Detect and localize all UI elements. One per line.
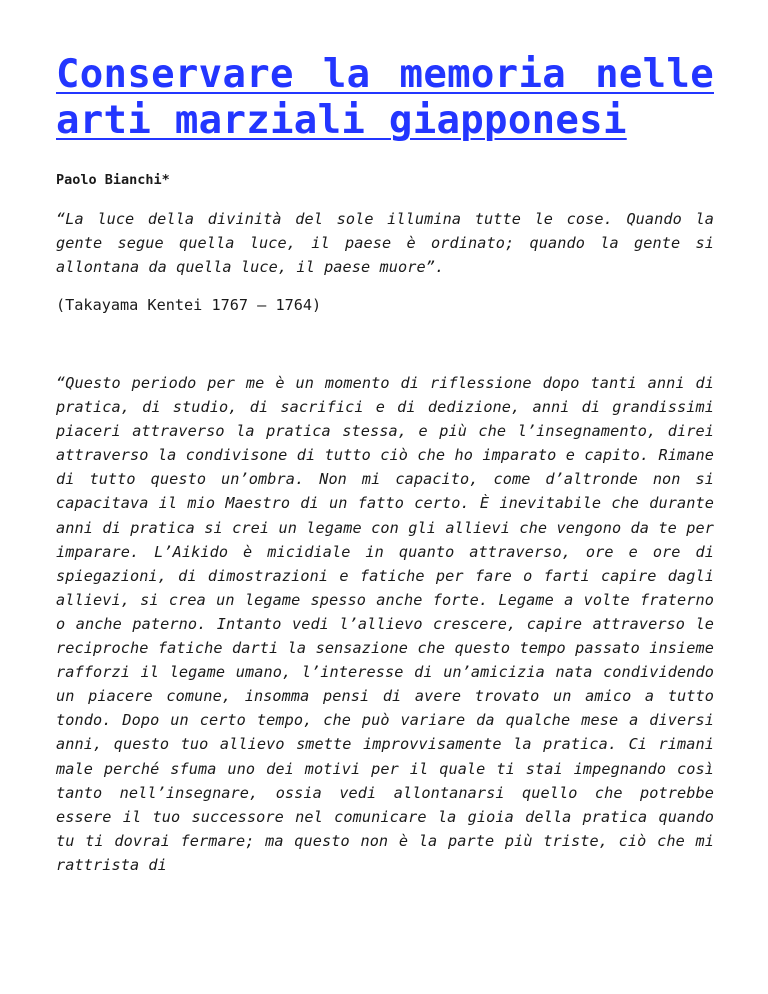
article-body-paragraph: “Questo periodo per me è un momento di riflessione dopo tanti anni di pratica, di studio, di sacrifici e di dedizione, anni di grandissimi piaceri attraverso la pratica stessa, e più che l’insegnamento, direi attraverso la condivisone di tutto ciò che ho imparato e capito. Rimane di tutto questo un’ombra. Non mi capacito, come d’altronde non si capacitava il mio Maestro di un fatto certo. È inevitabile che durante anni di pratica si crei un legame con gli allievi che vengono da te per imparare. L’Aikido è micidiale in quanto attraverso, ore e ore di spiegazioni, di dimostrazioni e fatiche per fare o farti capire dagli allievi, si crea un legame spesso anche forte. Legame a volte fraterno o anche paterno. Intanto vedi l’allievo crescere, capire attraverso le reciproche fatiche darti la sensazione che questo tempo passato insieme rafforzi il legame umano, l’interesse di un’amicizia nata condividendo un piacere comune, insomma pensi di avere trovato un amico a tutto tondo. Dopo un certo tempo, che può variare da qualche mese a diversi anni, questo tuo allievo smette improvvisamente la pratica. Ci rimani male perché sfuma uno dei motivi per il quale ti stai impegnando così tanto nell’insegnare, ossia vedi allontanarsi quello che potrebbe essere il tuo successore nel comunicare la gioia della pratica quando tu ti dovrai fermare; ma questo non è la parte più triste, ciò che mi rattrista di bbox=[56, 374, 714, 874]
article-title-link[interactable]: Conservare la memoria nelle arti marziali giapponesi bbox=[56, 52, 714, 143]
article-title bbox=[56, 52, 714, 144]
article bbox=[56, 52, 714, 877]
author-name: Paolo Bianchi* bbox=[56, 172, 170, 188]
epigraph-quote: “La luce della divinità del sole illumina tutte le cose. Quando la gente segue quella luce, il paese è ordinato; quando la gente si allontana da quella luce, il paese muore”. bbox=[56, 210, 714, 276]
epigraph-citation: (Takayama Kentei 1767 – 1764) bbox=[56, 296, 322, 314]
